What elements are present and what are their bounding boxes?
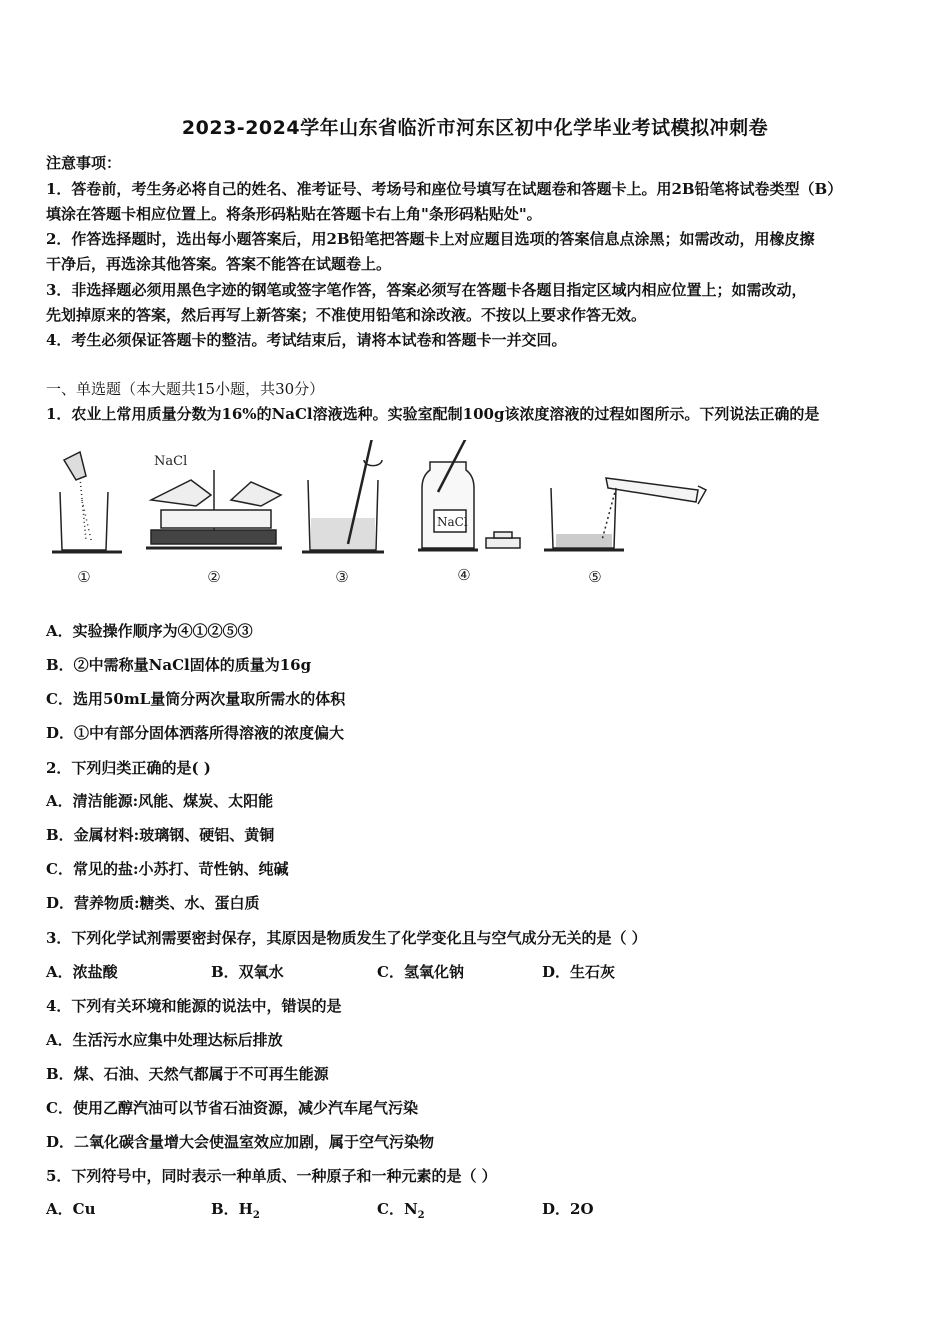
q4-option-c: C．使用乙醇汽油可以节省石油资源，减少汽车尾气污染 xyxy=(46,1099,418,1117)
q4-option-b: B．煤、石油、天然气都属于不可再生能源 xyxy=(46,1065,329,1083)
q5-option-a: A．Cu xyxy=(46,1200,96,1218)
question-3-stem: 3．下列化学试剂需要密封保存，其原因是物质发生了化学变化且与空气成分无关的是（ ） xyxy=(46,929,647,947)
q2-option-c: C．常见的盐:小苏打、苛性钠、纯碱 xyxy=(46,860,289,878)
q5-option-b: B．$H_2$ xyxy=(211,1200,260,1221)
q4-option-a: A．生活污水应集中处理达标后排放 xyxy=(46,1031,283,1049)
question-5-stem: 5．下列符号中，同时表示一种单质、一种原子和一种元素的是（ ） xyxy=(46,1167,497,1185)
step5-pouring-drawing xyxy=(544,478,706,550)
note-1-line-2: 填涂在答题卡相应位置上。将条形码粘贴在答题卡右上角"条形码粘贴处"。 xyxy=(46,205,542,223)
nacl-label-balance: NaCl xyxy=(154,454,188,469)
question-4-stem: 4．下列有关环境和能源的说法中，错误的是 xyxy=(46,997,342,1015)
page-title: 2023-2024学年山东省临沂市河东区初中化学毕业考试模拟冲刺卷 xyxy=(181,117,769,139)
q3-option-b: B．双氧水 xyxy=(211,963,284,981)
figure-label-3: ③ xyxy=(335,568,349,586)
q2-option-b: B．金属材料:玻璃钢、硬铝、黄铜 xyxy=(46,826,275,844)
note-4: 4．考生必须保证答题卡的整洁。考试结束后，请将本试卷和答题卡一并交回。 xyxy=(46,331,567,349)
section-heading: 一、单选题（本大题共15小题，共30分） xyxy=(46,380,325,398)
question-2-stem: 2．下列归类正确的是( ) xyxy=(46,759,211,777)
note-1-line-1: 1．答卷前，考生务必将自己的姓名、准考证号、考场号和座位号填写在试题卷和答题卡上。用2B铅笔将试卷类型（B） xyxy=(46,180,843,198)
note-3-line-2: 先划掉原来的答案，然后再写上新答案；不准使用铅笔和涂改液。不按以上要求作答无效。 xyxy=(46,306,647,324)
q1-option-a: A．实验操作顺序为④①②⑤③ xyxy=(46,622,253,640)
q2-option-a: A．清洁能源:风能、煤炭、太阳能 xyxy=(46,792,274,810)
q5-option-d: D．2O xyxy=(542,1200,594,1218)
q1-option-d: D．①中有部分固体洒落所得溶液的浓度偏大 xyxy=(46,724,345,742)
experiment-figure xyxy=(46,440,726,590)
nacl-label-bottle: NaCl xyxy=(437,515,468,529)
q1-option-b: B．②中需称量NaCl固体的质量为16g xyxy=(46,656,312,674)
figure-label-1: ① xyxy=(77,568,91,586)
figure-label-5: ⑤ xyxy=(588,568,602,586)
step4-reagent-drawing xyxy=(418,440,520,550)
q5-option-c: C．$N_2$ xyxy=(377,1200,425,1221)
figure-label-4: ④ xyxy=(457,566,471,584)
q3-option-d: D．生石灰 xyxy=(542,963,616,981)
q1-option-c: C．选用50mL量筒分两次量取所需水的体积 xyxy=(46,690,346,708)
step1-beaker-drawing xyxy=(52,452,122,552)
figure-label-2: ② xyxy=(207,568,221,586)
note-3-line-1: 3．非选择题必须用黑色字迹的钢笔或签字笔作答，答案必须写在答题卡各题目指定区域内相应位置上；如需改动， xyxy=(46,281,807,299)
question-1-stem: 1．农业上常用质量分数为16%的NaCl溶液选种。实验室配制100g该浓度溶液的过程如图所示。下列说法正确的是 xyxy=(46,405,820,423)
note-2-line-2: 干净后，再选涂其他答案。答案不能答在试题卷上。 xyxy=(46,255,392,273)
notes-heading: 注意事项： xyxy=(46,154,122,172)
q3-option-c: C．氢氧化钠 xyxy=(377,963,464,981)
step3-stirring-drawing xyxy=(302,440,384,552)
note-2-line-1: 2．作答选择题时，选出每小题答案后，用2B铅笔把答题卡上对应题目选项的答案信息点涂黑；如需改动，用橡皮擦 xyxy=(46,230,815,248)
q4-option-d: D．二氧化碳含量增大会使温室效应加剧，属于空气污染物 xyxy=(46,1133,435,1151)
step2-balance-drawing xyxy=(146,454,282,548)
q2-option-d: D．营养物质:糖类、水、蛋白质 xyxy=(46,894,260,912)
q3-option-a: A．浓盐酸 xyxy=(46,963,118,981)
